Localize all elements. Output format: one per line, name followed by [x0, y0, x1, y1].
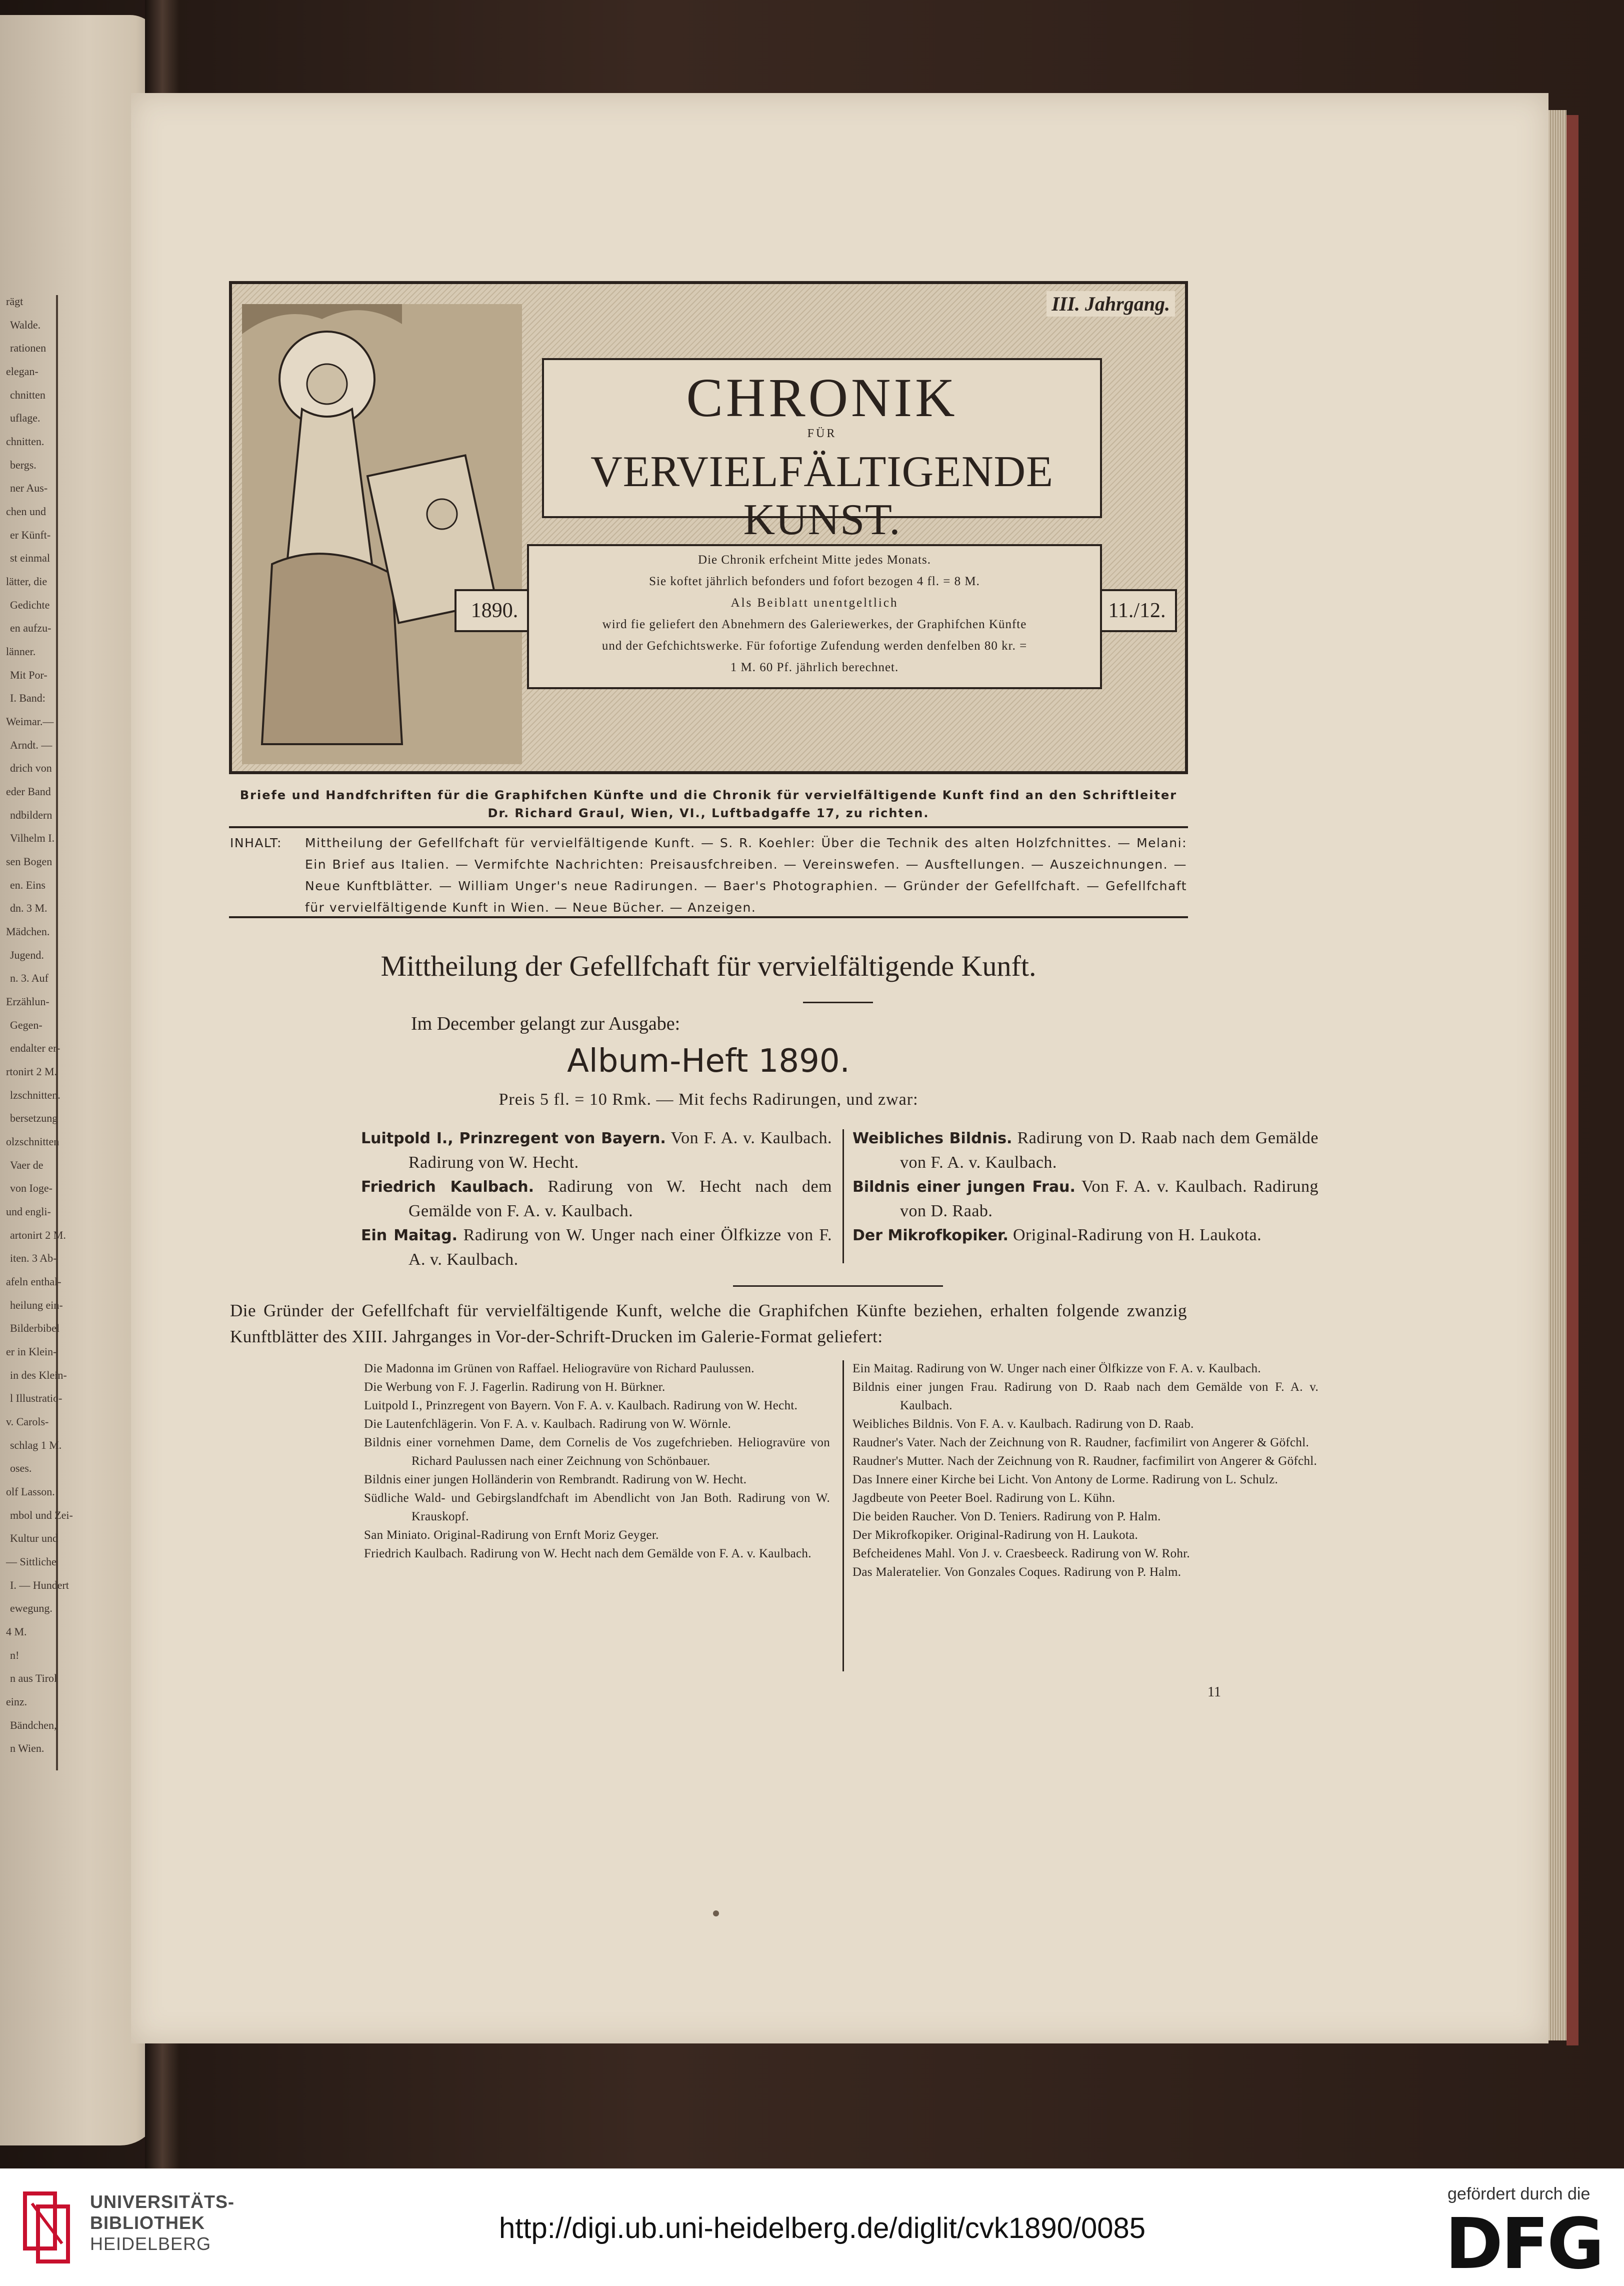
left-page-fragment: länner. [6, 645, 36, 658]
left-page-fragment: dn. 3 M. [10, 902, 48, 915]
info-line: wird fie geliefert den Abnehmern des Galeriewerkes, der Graphifchen Künfte [602, 618, 1027, 631]
left-page-fragment: ewegung. [10, 1602, 52, 1615]
print-entry: San Miniato. Original-Radirung von Ernft Moriz Geyger. [364, 1528, 659, 1542]
print-entry: Raudner's Mutter. Nach der Zeichnung von R. Raudner, facfimilirt von Angerer & Göfchl. [852, 1454, 1318, 1468]
album-entry-title: Der Mikrofkopiker. [852, 1227, 1008, 1244]
print-entry: Friedrich Kaulbach. Radirung von W. Hecht nach dem Gemälde von F. A. v. Kaulbach. [364, 1547, 812, 1560]
left-page-fragment: lzschnitten. [10, 1088, 60, 1101]
left-page-fragment: 4 M. [6, 1625, 27, 1638]
album-entry-title: Luitpold I., Prinzregent von Bayern. [361, 1130, 666, 1147]
left-page-fragment: in des Klein- [10, 1368, 67, 1381]
left-page-fragment: chnitten. [6, 435, 44, 448]
editor-contact [230, 786, 1187, 822]
left-page-fragment: von Ioge- [10, 1182, 52, 1195]
print-entry: Die Madonna im Grünen von Raffael. Heliogravüre von Richard Paulussen. [364, 1362, 754, 1375]
album-entry-text: Von F. A. v. Kaulbach. Radirung von W. Hecht. [408, 1129, 832, 1172]
section-intro: Im December gelangt zur Ausgabe: [411, 1013, 680, 1034]
left-page-fragment: oses. [10, 1462, 32, 1475]
allegorical-figures-illustration [242, 304, 522, 764]
left-page-fragment: heilung ein- [10, 1298, 63, 1311]
contents-text: Mittheilung der Gefellfchaft für vervielfältigende Kunft. — S. R. Koehler: Über die Technik des alten Holzfchnittes. — Melani: Ein Brief aus Italien. — Vermifchte Nachrichten: Preisausfchreiben. — Vereinswefen. — Ausftellungen. — Auszeichnungen. — Neue Kunftblätter. — William Unger's neue Radirungen. — Baer's Photographien. — Gründer der Gefellfchaft. — Gefellfchaft für vervielfältigende Kunft in Wien. — Neue Bücher. — Anzeigen. [305, 836, 1187, 915]
album-entry [361, 1126, 832, 1175]
left-page-fragment: Erzählun- [6, 995, 50, 1008]
table-of-contents [230, 832, 1187, 918]
left-page-fragment: Vilhelm I. [10, 832, 55, 845]
left-page-fragment: drich von [10, 762, 52, 775]
year-badge: 1890. [454, 589, 534, 632]
left-page-fragment: Vaer de [10, 1158, 44, 1171]
left-page-fragment: rtonirt 2 M. [6, 1065, 58, 1078]
album-entry-title: Ein Maitag. [361, 1227, 458, 1244]
album-entry-text: Von F. A. v. Kaulbach. Radirung von D. Raab. [900, 1177, 1318, 1220]
print-entry: Das Innere einer Kirche bei Licht. Von Antony de Lorme. Radirung von L. Schulz. [852, 1473, 1278, 1486]
album-entry [852, 1175, 1318, 1223]
left-page-fragment: n aus Tirol [10, 1672, 58, 1685]
masthead-engraving [229, 281, 1188, 774]
left-page-fragment: rationen [10, 342, 46, 355]
library-name-line-1: UNIVERSITÄTS- [90, 2191, 235, 2212]
album-list-left [361, 1126, 832, 1272]
left-page-fragment: Kultur und [10, 1532, 58, 1545]
book-cover-edge [1566, 115, 1578, 2045]
left-page-fragment: ner Aus- [10, 482, 48, 495]
left-page-fragment: endalter er- [10, 1042, 60, 1055]
print-entry: Bildnis einer jungen Frau. Radirung von D. Raab nach dem Gemälde von F. A. v. Kaulbach. [852, 1380, 1318, 1412]
left-page-fragment: en. Eins [10, 878, 46, 891]
left-page-fragment: olzschnitten [6, 1135, 60, 1148]
info-line: Sie koftet jährlich befonders und fofort bezogen 4 fl. = 8 M. [649, 575, 980, 588]
left-page-fragment: Mädchen. [6, 925, 50, 938]
left-page-fragment: ndbildern [10, 808, 52, 821]
print-entry: Bildnis einer jungen Holländerin von Rembrandt. Radirung von W. Hecht. [364, 1473, 747, 1486]
permalink-url[interactable]: http://digi.ub.uni-heidelberg.de/diglit/cvk1890/0085 [499, 2212, 1146, 2244]
album-entry-title: Bildnis einer jungen Frau. [852, 1178, 1076, 1196]
left-page-fragment: Bändchen, [10, 1718, 57, 1731]
contact-line-2: Dr. Richard Graul, Wien, VI., Luftbadgaffe 17, zu richten. [488, 806, 930, 820]
left-page-fragment: Arndt. — [10, 738, 52, 751]
paper-speck [713, 1910, 719, 1916]
album-entry-text: Radirung von D. Raab nach dem Gemälde von F. A. v. Kaulbach. [900, 1129, 1319, 1172]
left-page-fragment: Mit Por- [10, 668, 48, 681]
founders-paragraph: Die Gründer der Gefellfchaft für vervielfältigende Kunft, welche die Graphifchen Künfte beziehen, erhalten folgende zwanzig Kunftblätter des XIII. Jahrganges in Vor-der-Schrift-Drucken im Galerie-Format geliefert: [230, 1301, 1187, 1346]
album-entry-title: Weibliches Bildnis. [852, 1130, 1012, 1147]
left-page-fragment: st einmal [10, 552, 50, 565]
library-name-line-3: HEIDELBERG [90, 2233, 212, 2254]
album-entry [852, 1223, 1318, 1248]
left-page-fragment: I. Band: [10, 692, 46, 705]
left-page-fragment: — Sittliche [6, 1555, 56, 1568]
volume-label: III. Jahrgang. [1046, 291, 1175, 317]
masthead-title: CHRONIK [686, 367, 958, 428]
left-page-column-rule [56, 295, 58, 1770]
contact-line-1: Briefe und Handfchriften für die Graphifchen Künfte und die Chronik für vervielfältigende Kunft find an den Schriftleiter [240, 788, 1178, 802]
left-page-fragment: schlag 1 M. [10, 1438, 62, 1451]
left-page-fragment: rägt [6, 295, 24, 308]
print-entry: Die Werbung von F. J. Fagerlin. Radirung von H. Bürkner. [364, 1380, 666, 1394]
left-page-fragment: Weimar.— [6, 715, 54, 728]
masthead-fuer: FÜR [807, 427, 837, 440]
left-page-fragment: n! [10, 1648, 20, 1661]
print-entry: Ein Maitag. Radirung von W. Unger nach einer Ölfkizze von F. A. v. Kaulbach. [852, 1362, 1261, 1375]
print-entry: Der Mikrofkopiker. Original-Radirung von H. Laukota. [852, 1528, 1138, 1542]
left-page-fragment: bersetzung [10, 1112, 58, 1125]
section-title-rule [803, 1002, 873, 1003]
left-page-fragment: chen und [6, 505, 46, 518]
album-entry [361, 1175, 832, 1223]
album-entry [361, 1223, 832, 1272]
left-page-fragment: Gedichte [10, 598, 50, 611]
left-page-fragment: v. Carols- [6, 1415, 49, 1428]
issue-badge: 11./12. [1097, 589, 1177, 632]
contents-bottom-rule [229, 916, 1188, 918]
album-entry-text: Radirung von W. Hecht nach dem Gemälde von F. A. v. Kaulbach. [408, 1177, 832, 1220]
album-entry-text: Radirung von W. Unger nach einer Ölfkizze von F. A. v. Kaulbach. [408, 1226, 832, 1269]
left-page-fragment: chnitten [10, 388, 46, 401]
viewer-footer [0, 2168, 1624, 2286]
masthead-title-panel [542, 358, 1102, 544]
left-page-fragment: Gegen- [10, 1018, 42, 1031]
print-entry: Südliche Wald- und Gebirgslandfchaft im Abendlicht von Jan Both. Radirung von W. Krauskopf. [364, 1491, 830, 1523]
print-entry: Weibliches Bildnis. Von F. A. v. Kaulbach. Radirung von D. Raab. [852, 1417, 1194, 1431]
left-page-fragment: en aufzu- [10, 622, 52, 635]
left-page-fragment: lätter, die [6, 575, 48, 588]
library-name-line-2: BIBLIOTHEK [90, 2212, 205, 2233]
section-title: Mittheilung der Gefellfchaft für vervielfältigende Kunft. [380, 950, 1036, 982]
album-entry-title: Friedrich Kaulbach. [361, 1178, 534, 1196]
left-page-fragment: er Künft- [10, 528, 51, 541]
info-line: Als Beiblatt unentgeltlich [730, 596, 898, 610]
print-entry: Luitpold I., Prinzregent von Bayern. Von F. A. v. Kaulbach. Radirung von W. Hecht. [364, 1399, 798, 1412]
album-entry-text: Original-Radirung von H. Laukota. [1008, 1226, 1262, 1244]
left-page-fragment: I. — Hundert [10, 1578, 69, 1591]
left-page-fragment: l Illustratio- [10, 1392, 62, 1405]
left-page-fragment: Walde. [10, 318, 41, 331]
left-page-fragment: mbol und Zei- [10, 1508, 73, 1521]
print-column-rule [842, 1360, 844, 1671]
left-page-fragment: er in Klein- [6, 1345, 57, 1358]
album-price: Preis 5 fl. = 10 Rmk. — Mit fechs Radirungen, und zwar: [498, 1090, 918, 1109]
album-column-rule [842, 1129, 844, 1263]
left-page-fragment: iten. 3 Ab- [10, 1252, 57, 1265]
info-line: und der Gefchichtswerke. Für fofortige Zufendung werden denfelben 80 kr. = [602, 639, 1028, 653]
left-page-fragment: Bilderbibel [10, 1322, 60, 1335]
left-page-fragment: afeln enthal- [6, 1275, 62, 1288]
print-entry: Raudner's Vater. Nach der Zeichnung von R. Raudner, facfimilirt von Angerer & Göfchl. [852, 1436, 1310, 1449]
left-page-fragment: einz. [6, 1695, 28, 1708]
founders-divider-rule [733, 1285, 943, 1287]
print-entry: Das Maleratelier. Von Gonzales Coques. Radirung von P. Halm. [852, 1565, 1182, 1579]
left-page-fragment: uflage. [10, 412, 40, 425]
contents-top-rule [229, 826, 1188, 828]
left-page-fragment: elegan- [6, 365, 38, 378]
left-page-fragment: und engli- [6, 1205, 51, 1218]
album-title: Album-Heft 1890. [567, 1043, 850, 1080]
university-library-logo-icon[interactable] [22, 2188, 80, 2263]
print-entry: Bildnis einer vornehmen Dame, dem Cornelis de Vos zugefchrieben. Heliogravüre von Richard Paulussen nach einer Zeichnung von Schönbauer. [364, 1436, 830, 1468]
left-page-fragment: sen Bogen [6, 855, 52, 868]
print-entry: Die Lautenfchlägerin. Von F. A. v. Kaulbach. Radirung von W. Wörnle. [364, 1417, 732, 1431]
dfg-logo[interactable]: DFG [1445, 2203, 1602, 2285]
page-stack-edge [1548, 110, 1566, 2040]
masthead-subtitle: VERVIELFÄLTIGENDE KUNST. [590, 448, 1054, 544]
print-list-right [852, 1359, 1318, 1581]
left-page-fragment: artonirt 2 M. [10, 1228, 66, 1241]
page-number: 11 [1208, 1684, 1221, 1700]
print-entry: Befcheidenes Mahl. Von J. v. Craesbeeck. Radirung von W. Rohr. [852, 1547, 1190, 1560]
left-page-fragment: bergs. [10, 458, 36, 471]
album-entry [852, 1126, 1318, 1175]
left-page-fragment: olf Lasson. [6, 1485, 55, 1498]
left-page-fragment: Jugend. [10, 948, 44, 961]
album-list-right [852, 1126, 1318, 1248]
print-entry: Jagdbeute von Peeter Boel. Radirung von L. Kühn. [852, 1491, 1116, 1505]
info-line: Die Chronik erfcheint Mitte jedes Monats. [698, 553, 931, 567]
contents-label: INHALT: [230, 836, 282, 850]
info-line: 1 M. 60 Pf. jährlich berechnet. [730, 661, 899, 674]
left-page-fragment: n. 3. Auf [10, 972, 48, 985]
left-page-fragment: n Wien. [10, 1742, 44, 1755]
funding-label: gefördert durch die [1448, 2184, 1590, 2203]
print-list-left [364, 1359, 830, 1563]
print-entry: Die beiden Raucher. Von D. Teniers. Radirung von P. Halm. [852, 1510, 1161, 1523]
left-page-fragment: eder Band [6, 785, 51, 798]
subscription-info-panel [527, 544, 1102, 689]
